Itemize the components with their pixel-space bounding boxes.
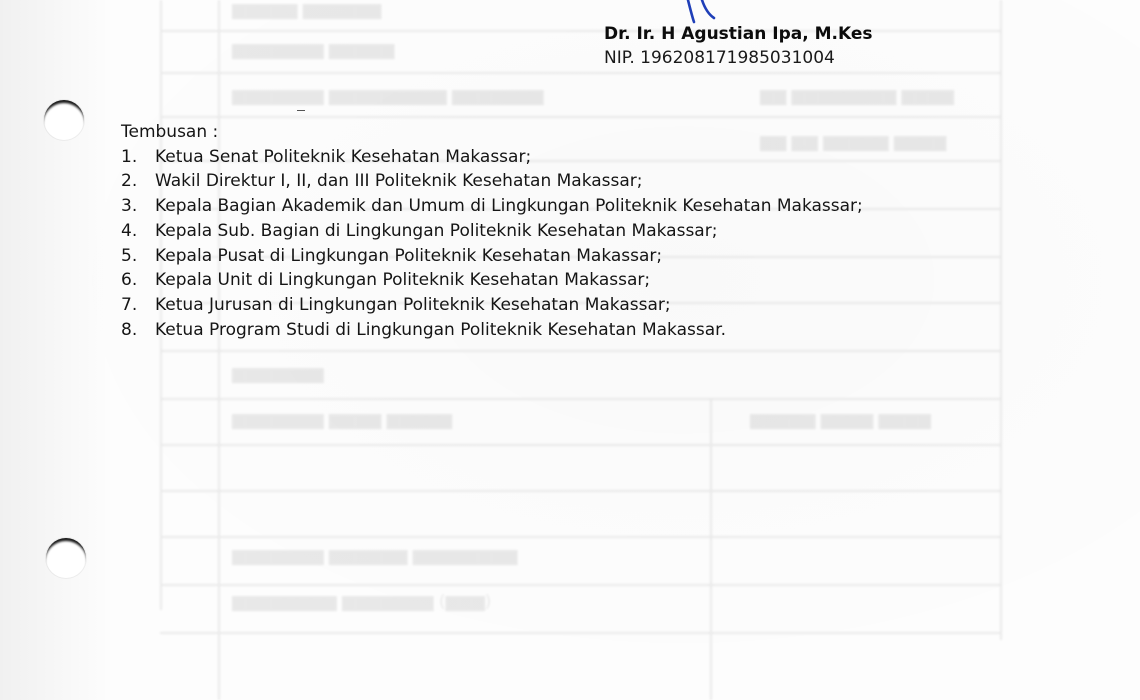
- list-item-text: Ketua Jurusan di Lingkungan Politeknik Kesehatan Makassar;: [155, 294, 671, 315]
- list-item-number: 3.: [121, 196, 138, 217]
- list-item: [121, 145, 863, 170]
- list-item: [121, 293, 863, 318]
- list-item: [121, 169, 863, 194]
- list-item: [121, 268, 863, 293]
- bleed-through-table: ▆▆▆▆▆ ▆▆▆▆▆▆ ▆▆▆▆▆▆▆ ▆▆▆▆▆ ▆▆▆▆▆▆▆ ▆▆▆▆▆▆▆▆▆ ▆▆▆▆▆▆▆ ▆▆ ▆▆▆▆▆▆▆▆ ▆▆▆▆ ▆▆ ▆▆ ▆▆▆▆▆ ▆▆▆▆ ▆▆▆▆▆▆▆ ▆▆▆▆▆▆▆ ▆▆▆▆ ▆▆▆▆▆ ▆▆▆▆▆ ▆▆▆▆ ▆▆▆▆ ▆▆▆▆▆▆▆ ▆▆▆▆▆▆ ▆▆▆▆▆▆▆▆ ▆▆▆▆▆▆▆▆ ▆▆▆▆▆▆▆ (▆▆▆): [0, 0, 1140, 700]
- list-item-text: Ketua Program Studi di Lingkungan Politeknik Kesehatan Makassar.: [155, 319, 726, 340]
- list-item-text: Kepala Unit di Lingkungan Politeknik Kesehatan Makassar;: [155, 270, 651, 291]
- list-item: [121, 318, 863, 343]
- list-item-number: 2.: [121, 171, 138, 192]
- list-item-text: Ketua Senat Politeknik Kesehatan Makassar;: [155, 146, 532, 167]
- punch-hole-top: [44, 100, 84, 140]
- signatory-name: Dr. Ir. H Agustian Ipa, M.Kes: [604, 24, 873, 44]
- list-item: [121, 244, 863, 269]
- list-item-number: 7.: [121, 294, 138, 315]
- list-item-number: 8.: [121, 319, 138, 340]
- tembusan-list: [121, 145, 863, 343]
- list-item-text: Kepala Pusat di Lingkungan Politeknik Kesehatan Makassar;: [155, 245, 663, 266]
- tembusan-section: [121, 120, 863, 342]
- list-item-number: 6.: [121, 270, 138, 291]
- signatory-nip: NIP. 196208171985031004: [604, 48, 835, 68]
- list-item-number: 4.: [121, 220, 138, 241]
- punch-hole-bottom: [46, 538, 86, 578]
- tembusan-heading: Tembusan :: [121, 122, 219, 142]
- list-item-text: Wakil Direktur I, II, dan III Politeknik Kesehatan Makassar;: [155, 171, 643, 192]
- list-item-text: Kepala Sub. Bagian di Lingkungan Politeknik Kesehatan Makassar;: [155, 220, 718, 241]
- list-item: [121, 219, 863, 244]
- list-item-text: Kepala Bagian Akademik dan Umum di Lingkungan Politeknik Kesehatan Makassar;: [155, 196, 863, 217]
- signatory-block: [604, 22, 873, 70]
- list-item-number: 1.: [121, 146, 138, 167]
- stray-mark: [297, 110, 305, 111]
- list-item-number: 5.: [121, 245, 138, 266]
- list-item: [121, 194, 863, 219]
